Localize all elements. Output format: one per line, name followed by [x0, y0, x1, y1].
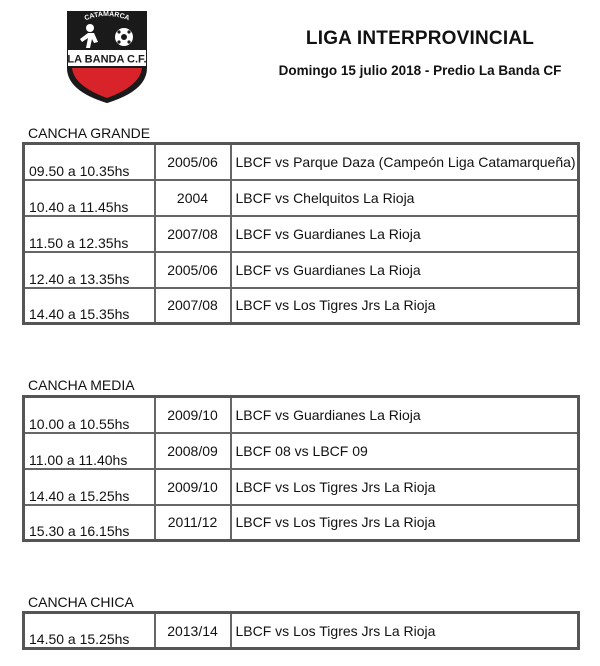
table-row: [24, 397, 579, 433]
table-row: [24, 216, 579, 252]
match-cell: LBCF 08 vs LBCF 09: [231, 433, 579, 469]
section-label-cancha-media: CANCHA MEDIA: [28, 377, 135, 393]
table-row: [24, 469, 579, 505]
category-cell: 2009/10: [155, 397, 231, 433]
page-subtitle: Domingo 15 julio 2018 - Predio La Banda CF: [278, 63, 562, 78]
match-cell: LBCF vs Guardianes La Rioja: [231, 252, 579, 288]
club-crest-logo: [64, 6, 150, 104]
match-cell: LBCF vs Parque Daza (Campeón Liga Catamarqueña): [231, 144, 579, 180]
time-cell: 11.50 a 12.35hs: [24, 216, 155, 252]
time-cell: 11.00 a 11.40hs: [24, 433, 155, 469]
category-cell: 2013/14: [155, 613, 231, 649]
schedule-table-cancha-chica: [22, 611, 580, 650]
category-cell: 2008/09: [155, 433, 231, 469]
time-cell: 14.40 a 15.25hs: [24, 469, 155, 505]
logo-name-text: LA BANDA C.F.: [67, 53, 147, 66]
table-row: [24, 505, 579, 541]
category-cell: 2007/08: [155, 288, 231, 324]
match-cell: LBCF vs Los Tigres Jrs La Rioja: [231, 288, 579, 324]
match-cell: LBCF vs Los Tigres Jrs La Rioja: [231, 505, 579, 541]
category-cell: 2005/06: [155, 144, 231, 180]
match-cell: LBCF vs Los Tigres Jrs La Rioja: [231, 469, 579, 505]
match-cell: LBCF vs Los Tigres Jrs La Rioja: [231, 613, 579, 649]
table-row: [24, 433, 579, 469]
table-row: [24, 288, 579, 324]
category-cell: 2005/06: [155, 252, 231, 288]
category-cell: 2011/12: [155, 505, 231, 541]
category-cell: 2007/08: [155, 216, 231, 252]
page-title: LIGA INTERPROVINCIAL: [305, 28, 535, 49]
section-label-cancha-grande: CANCHA GRANDE: [28, 125, 151, 141]
time-cell: 12.40 a 13.35hs: [24, 252, 155, 288]
time-cell: 10.40 a 11.45hs: [24, 180, 155, 216]
table-row: [24, 180, 579, 216]
category-cell: 2004: [155, 180, 231, 216]
table-row: [24, 144, 579, 180]
logo-arc-text: CATAMARCA: [83, 10, 131, 23]
time-cell: 09.50 a 10.35hs: [24, 144, 155, 180]
time-cell: 14.40 a 15.35hs: [24, 288, 155, 324]
schedule-table-cancha-media: [22, 395, 580, 542]
time-cell: 14.50 a 15.25hs: [24, 613, 155, 649]
ball-icon: [115, 28, 133, 46]
section-label-cancha-chica: CANCHA CHICA: [28, 594, 134, 610]
table-row: [24, 252, 579, 288]
match-cell: LBCF vs Chelquitos La Rioja: [231, 180, 579, 216]
time-cell: 15.30 a 16.15hs: [24, 505, 155, 541]
schedule-table-cancha-grande: [22, 142, 580, 325]
category-cell: 2009/10: [155, 469, 231, 505]
match-cell: LBCF vs Guardianes La Rioja: [231, 216, 579, 252]
table-row: [24, 613, 579, 649]
page-header: [250, 28, 590, 78]
time-cell: 10.00 a 10.55hs: [24, 397, 155, 433]
match-cell: LBCF vs Guardianes La Rioja: [231, 397, 579, 433]
